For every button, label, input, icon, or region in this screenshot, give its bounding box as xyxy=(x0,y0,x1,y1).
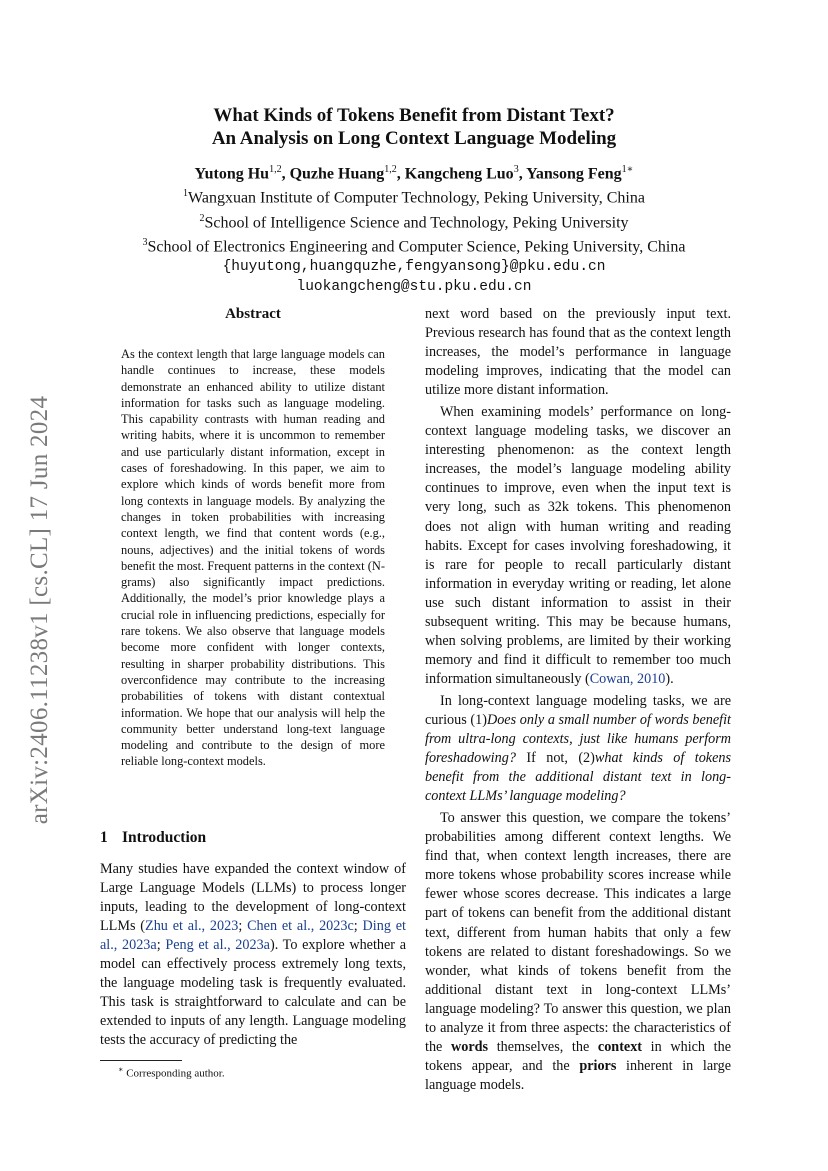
intro-paragraph-1-continued: next word based on the previously input text. Previous research has found that as the context length increases, the model’s performance in language modeling improves, indicating that the model can utilize more distant information. xyxy=(425,306,731,399)
abstract-text: As the context length that large language models can handle continues to increase, these models demonstrate an enhanced ability to utilize distant information for tasks such as language modeling. This capability contrasts with human reading and writing habits, where it is uncommon to remember and use particularly distant information, except in cases of foreshadowing. In this paper, we aim to explore which kinds of words benefit more from long contexts in language models. By analyzing the changes in token probabilities with increasing context length, we find that content words (e.g., nouns, adjectives) and the initial tokens of words benefit the most. Frequent patterns in the context (N-grams) also significantly impact predictions. Additionally, the model’s prior knowledge plays a crucial role in influencing predictions, especially for rare tokens. We also observe that language models become more confident with longer contexts, resulting in sharper probability distributions. This overconfidence may contribute to the increasing probabilities of tokens with distant contextual information. We hope that our analysis will help the community better understand long-text language modeling and contribute to the design of more reliable long-context models. xyxy=(121,347,385,769)
abstract-heading: Abstract xyxy=(225,306,281,322)
author-2: Quzhe Huang xyxy=(289,165,385,183)
section-title: Introduction xyxy=(122,829,207,846)
intro-paragraph-2: When examining models’ performance on long-context language modeling tasks, we discover an interesting phenomenon: as the context length increases, the model’s language modeling ability continues to improve, even when the input text is very long, such as 32k tokens. This phenomenon does not align with human writing and reading habits. Except for cases involving foreshadowing, it is rare for people to recall particularly distant information in everyday writing or reading, let alone use such distant information to assist in their subsequent writing. This may be because humans, when solving problems, are limited by their working memory and find it difficult to remember too much information simultaneously (Cowan, 2010). xyxy=(425,404,731,687)
intro-paragraph-1: Many studies have expanded the context window of Large Language Models (LLMs) to process longer inputs, leading to the development of long-context LLMs (Zhu et al., 2023; Chen et al., 2023c; Ding et al., 2023a; Peng et al., 2023a). To explore whether a model can effectively process extremely long texts, the language modeling task is frequently evaluated. This task is straightforward to calculate and can be extended to inputs of any length. Language modeling tests the accuracy of predicting the xyxy=(100,861,406,1049)
author-2-sup: 1,2 xyxy=(384,164,397,175)
arxiv-id: arXiv:2406.11238v1 [cs.CL] 17 Jun 2024 xyxy=(26,395,53,825)
section-heading-introduction xyxy=(100,829,206,847)
email-1: {huyutong,huangquzhe,fengyansong}@pku.edu.cn xyxy=(222,259,606,276)
author-names: Yutong Hu$^{1,2}$, Quzhe Huang$^{1,2}$, Kangcheng Luo$^3$, Yansong Feng$^{1∗}$ xyxy=(194,164,634,183)
intro-paragraph-4: To answer this question, we compare the tokens’ probabilities among different context lengths. We find that, when context length increases, there are more tokens whose probability scores increase while fewer whose scores decrease. This indicates a large part of tokens can benefit from the additional distant text, different from human habits that only a few tokens are related to distant foreshadowings. So we wonder, what kinds of tokens benefit from the additional distant text in long-context LLMs’ language modeling? To answer this question, we plan to analyze it from three aspects: the characteristics of the words themselves, the context in which the tokens appear, and the priors inherent in large language models. xyxy=(425,810,732,1093)
footnote-text: Corresponding author. xyxy=(126,1067,225,1080)
citation-link[interactable]: Chen et al., 2023c xyxy=(247,918,354,935)
author-4: Yansong Feng xyxy=(526,165,622,183)
footnote-mark: ∗ xyxy=(118,1065,124,1074)
intro-paragraph-3: In long-context language modeling tasks, we are curious (1)Does only a small number of words benefit from ultra-long contexts, just like humans perform foreshadowing? If not, (2)what kinds of tokens benefit from the additional distant text in long-context LLMs’ language modeling? xyxy=(425,692,731,805)
author-1: Yutong Hu xyxy=(194,165,270,183)
author-4-sup: 1∗ xyxy=(621,164,634,175)
citation-link[interactable]: Peng et al., 2023a xyxy=(165,937,270,954)
research-question-2: what kinds of tokens benefit from the additional distant text in long-context LLMs’ language modeling? xyxy=(425,750,731,805)
research-question-1: Does only a small number of words benefit from ultra-long contexts, just like humans perform foreshadowing? xyxy=(425,711,731,767)
author-block xyxy=(100,160,728,297)
title-line-2: An Analysis on Long Context Language Modeling xyxy=(211,128,617,149)
footnote xyxy=(118,1065,225,1080)
citation-link[interactable]: Zhu et al., 2023 xyxy=(145,918,239,935)
citation-link[interactable]: Ding et al., 2023a xyxy=(100,918,406,954)
citation-link[interactable]: Cowan, 2010 xyxy=(589,670,666,687)
abstract-body xyxy=(121,346,385,770)
author-3: Kangcheng Luo xyxy=(404,165,514,183)
arxiv-stamp xyxy=(18,370,62,850)
intro-left-column xyxy=(100,860,406,1050)
author-1-sup: 1,2 xyxy=(269,164,282,175)
paper-title xyxy=(100,104,728,150)
affiliation-1: $^1$Wangxuan Institute of Computer Technology, Peking University, China xyxy=(183,188,645,207)
footnote-rule xyxy=(100,1060,182,1061)
email-2: luokangcheng@stu.pku.edu.cn xyxy=(296,279,532,296)
section-number: 1 xyxy=(100,829,108,846)
affiliation-3: $^3$School of Electronics Engineering and Computer Science, Peking University, China xyxy=(142,236,686,256)
author-3-sup: 3 xyxy=(513,164,519,175)
title-line-1: What Kinds of Tokens Benefit from Distant Text? xyxy=(213,105,615,126)
affiliation-2: $^2$School of Intelligence Science and Technology, Peking University xyxy=(199,212,629,231)
intro-right-column xyxy=(425,305,731,1095)
